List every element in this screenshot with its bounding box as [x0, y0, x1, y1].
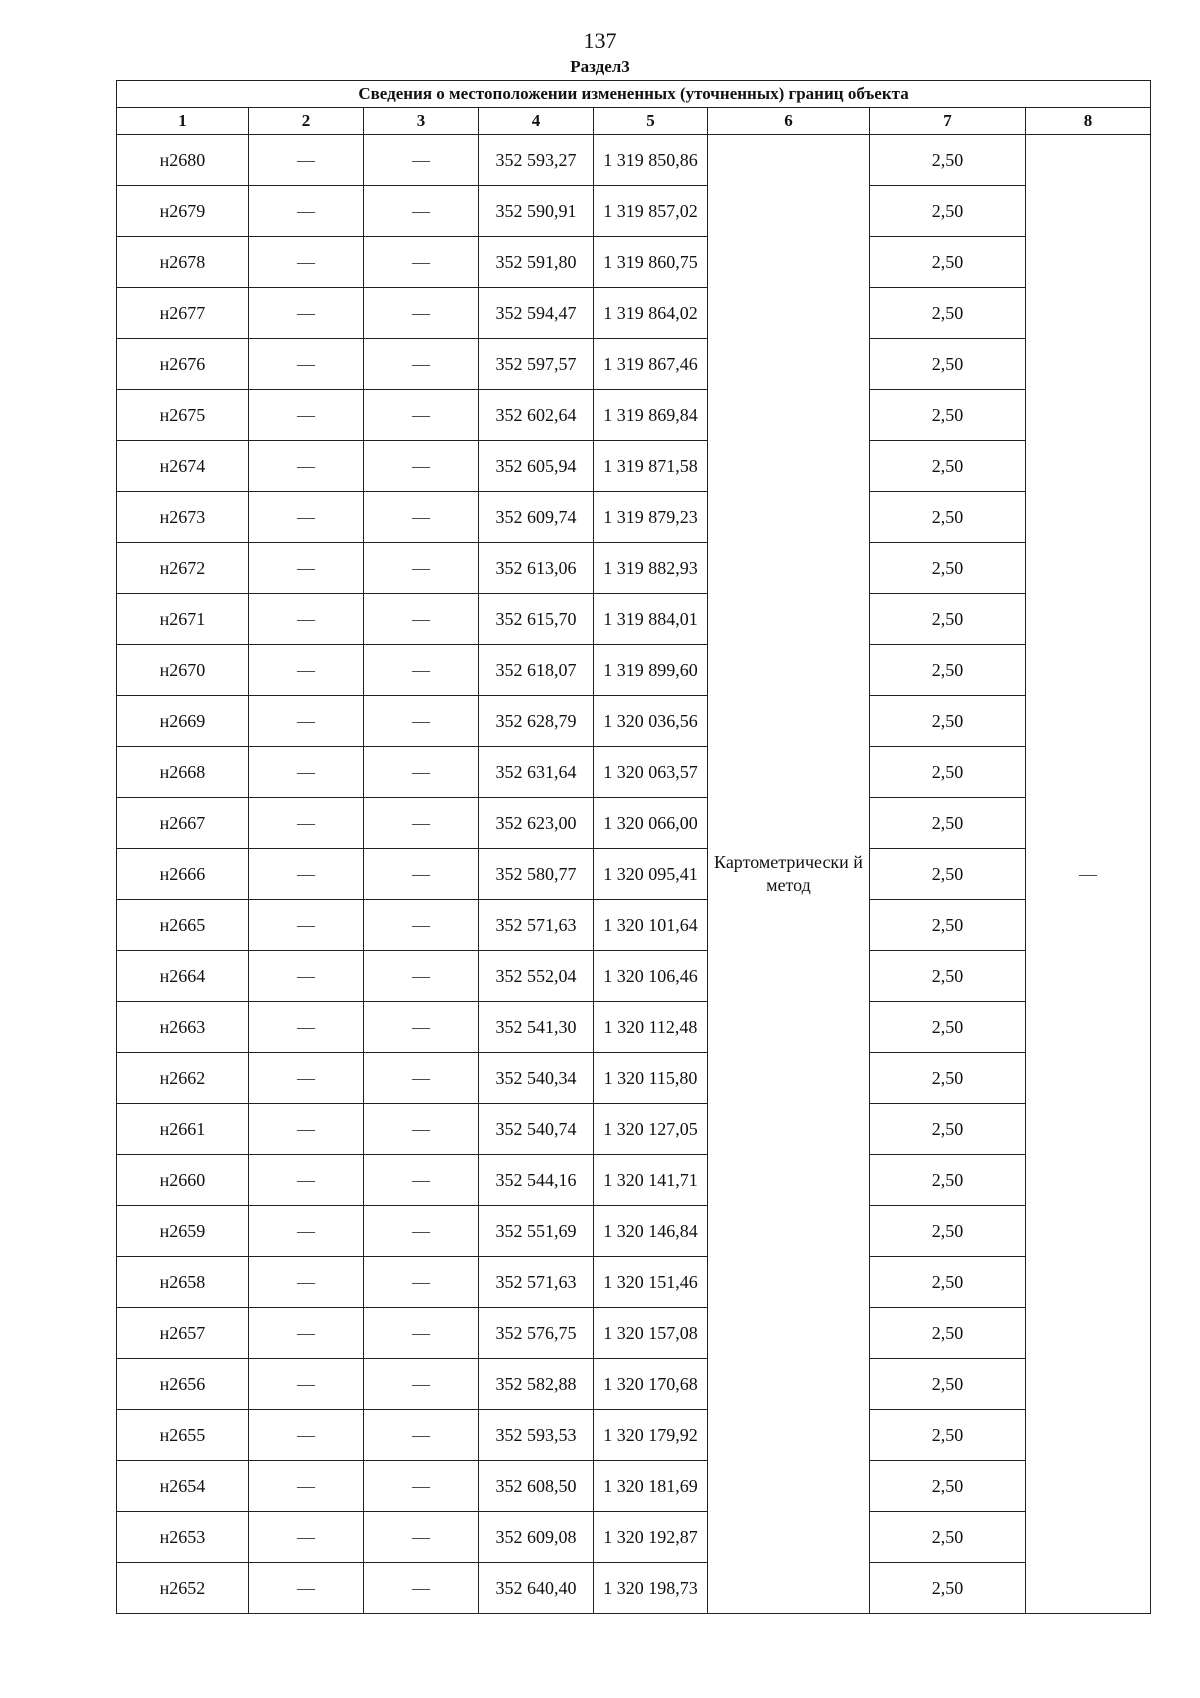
accuracy-cell: 2,50 — [870, 186, 1026, 237]
dash-cell: — — [249, 237, 364, 288]
table-row — [117, 594, 1151, 645]
dash-cell: — — [364, 645, 479, 696]
point-number-cell: н2672 — [117, 543, 249, 594]
dash-cell: — — [249, 1563, 364, 1614]
point-number-cell: н2675 — [117, 390, 249, 441]
dash-cell: — — [364, 951, 479, 1002]
dash-cell: — — [364, 237, 479, 288]
table-row — [117, 1155, 1151, 1206]
y-coordinate-cell: 1 320 192,87 — [594, 1512, 708, 1563]
x-coordinate-cell: 352 551,69 — [479, 1206, 594, 1257]
y-coordinate-cell: 1 320 101,64 — [594, 900, 708, 951]
x-coordinate-cell: 352 552,04 — [479, 951, 594, 1002]
accuracy-cell: 2,50 — [870, 951, 1026, 1002]
dash-cell: — — [249, 390, 364, 441]
y-coordinate-cell: 1 319 884,01 — [594, 594, 708, 645]
point-number-cell: н2660 — [117, 1155, 249, 1206]
dash-cell: — — [249, 900, 364, 951]
point-number-cell: н2667 — [117, 798, 249, 849]
dash-cell: — — [249, 849, 364, 900]
dash-cell: — — [364, 1512, 479, 1563]
accuracy-cell: 2,50 — [870, 1257, 1026, 1308]
dash-cell: — — [249, 543, 364, 594]
column-number: 7 — [870, 108, 1026, 135]
dash-cell: — — [364, 441, 479, 492]
dash-cell: — — [249, 1104, 364, 1155]
point-number-cell: н2657 — [117, 1308, 249, 1359]
accuracy-cell: 2,50 — [870, 645, 1026, 696]
y-coordinate-cell: 1 320 179,92 — [594, 1410, 708, 1461]
dash-cell: — — [249, 1257, 364, 1308]
x-coordinate-cell: 352 618,07 — [479, 645, 594, 696]
dash-cell: — — [249, 594, 364, 645]
dash-cell: — — [364, 492, 479, 543]
dash-cell: — — [364, 543, 479, 594]
table-row — [117, 1359, 1151, 1410]
point-number-cell: н2680 — [117, 135, 249, 186]
x-coordinate-cell: 352 593,53 — [479, 1410, 594, 1461]
point-number-cell: н2674 — [117, 441, 249, 492]
y-coordinate-cell: 1 320 127,05 — [594, 1104, 708, 1155]
dash-cell: — — [249, 951, 364, 1002]
table-row — [117, 492, 1151, 543]
accuracy-cell: 2,50 — [870, 390, 1026, 441]
y-coordinate-cell: 1 320 151,46 — [594, 1257, 708, 1308]
dash-cell: — — [364, 390, 479, 441]
point-number-cell: н2669 — [117, 696, 249, 747]
dash-cell: — — [364, 186, 479, 237]
point-number-cell: н2664 — [117, 951, 249, 1002]
dash-cell: — — [249, 1410, 364, 1461]
table-row — [117, 1461, 1151, 1512]
accuracy-cell: 2,50 — [870, 492, 1026, 543]
point-number-cell: н2666 — [117, 849, 249, 900]
point-number-cell: н2659 — [117, 1206, 249, 1257]
x-coordinate-cell: 352 571,63 — [479, 900, 594, 951]
x-coordinate-cell: 352 591,80 — [479, 237, 594, 288]
table-row — [117, 237, 1151, 288]
dash-cell: — — [364, 1359, 479, 1410]
accuracy-cell: 2,50 — [870, 594, 1026, 645]
y-coordinate-cell: 1 319 867,46 — [594, 339, 708, 390]
column-number: 5 — [594, 108, 708, 135]
x-coordinate-cell: 352 609,08 — [479, 1512, 594, 1563]
accuracy-cell: 2,50 — [870, 1053, 1026, 1104]
dash-cell: — — [364, 1410, 479, 1461]
x-coordinate-cell: 352 605,94 — [479, 441, 594, 492]
table-caption: Сведения о местоположении измененных (уточненных) границ объекта — [117, 81, 1151, 108]
dash-cell: — — [364, 1002, 479, 1053]
x-coordinate-cell: 352 628,79 — [479, 696, 594, 747]
y-coordinate-cell: 1 320 095,41 — [594, 849, 708, 900]
dash-cell: — — [249, 135, 364, 186]
y-coordinate-cell: 1 320 063,57 — [594, 747, 708, 798]
column8-cell: — — [1026, 135, 1151, 1614]
column-number: 8 — [1026, 108, 1151, 135]
section-title: Раздел3 — [570, 57, 630, 76]
y-coordinate-cell: 1 320 181,69 — [594, 1461, 708, 1512]
column-number: 3 — [364, 108, 479, 135]
y-coordinate-cell: 1 319 864,02 — [594, 288, 708, 339]
accuracy-cell: 2,50 — [870, 1206, 1026, 1257]
point-number-cell: н2668 — [117, 747, 249, 798]
dash-cell: — — [364, 1155, 479, 1206]
y-coordinate-cell: 1 320 066,00 — [594, 798, 708, 849]
point-number-cell: н2665 — [117, 900, 249, 951]
x-coordinate-cell: 352 609,74 — [479, 492, 594, 543]
y-coordinate-cell: 1 320 106,46 — [594, 951, 708, 1002]
y-coordinate-cell: 1 320 146,84 — [594, 1206, 708, 1257]
dash-cell: — — [249, 1053, 364, 1104]
point-number-cell: н2670 — [117, 645, 249, 696]
x-coordinate-cell: 352 631,64 — [479, 747, 594, 798]
accuracy-cell: 2,50 — [870, 1104, 1026, 1155]
x-coordinate-cell: 352 580,77 — [479, 849, 594, 900]
y-coordinate-cell: 1 319 879,23 — [594, 492, 708, 543]
dash-cell: — — [249, 441, 364, 492]
x-coordinate-cell: 352 613,06 — [479, 543, 594, 594]
accuracy-cell: 2,50 — [870, 237, 1026, 288]
column-number: 6 — [708, 108, 870, 135]
dash-cell: — — [249, 1512, 364, 1563]
x-coordinate-cell: 352 540,34 — [479, 1053, 594, 1104]
table-row — [117, 1002, 1151, 1053]
table-body — [117, 135, 1151, 1614]
dash-cell: — — [249, 492, 364, 543]
point-number-cell: н2656 — [117, 1359, 249, 1410]
table-row — [117, 1053, 1151, 1104]
x-coordinate-cell: 352 593,27 — [479, 135, 594, 186]
dash-cell: — — [249, 1461, 364, 1512]
x-coordinate-cell: 352 571,63 — [479, 1257, 594, 1308]
x-coordinate-cell: 352 582,88 — [479, 1359, 594, 1410]
table-row — [117, 1308, 1151, 1359]
y-coordinate-cell: 1 319 899,60 — [594, 645, 708, 696]
point-number-cell: н2661 — [117, 1104, 249, 1155]
x-coordinate-cell: 352 597,57 — [479, 339, 594, 390]
accuracy-cell: 2,50 — [870, 1155, 1026, 1206]
dash-cell: — — [364, 1563, 479, 1614]
accuracy-cell: 2,50 — [870, 747, 1026, 798]
column-number: 1 — [117, 108, 249, 135]
dash-cell: — — [364, 1461, 479, 1512]
dash-cell: — — [249, 696, 364, 747]
dash-cell: — — [364, 798, 479, 849]
point-number-cell: н2678 — [117, 237, 249, 288]
table-row — [117, 951, 1151, 1002]
accuracy-cell: 2,50 — [870, 1563, 1026, 1614]
y-coordinate-cell: 1 320 170,68 — [594, 1359, 708, 1410]
point-number-cell: н2655 — [117, 1410, 249, 1461]
table-row — [117, 798, 1151, 849]
x-coordinate-cell: 352 615,70 — [479, 594, 594, 645]
y-coordinate-cell: 1 320 112,48 — [594, 1002, 708, 1053]
accuracy-cell: 2,50 — [870, 135, 1026, 186]
table-row — [117, 645, 1151, 696]
page-number: 137 — [583, 28, 617, 53]
coordinates-table — [116, 80, 1151, 1614]
accuracy-cell: 2,50 — [870, 1461, 1026, 1512]
y-coordinate-cell: 1 319 882,93 — [594, 543, 708, 594]
table-row — [117, 390, 1151, 441]
y-coordinate-cell: 1 320 036,56 — [594, 696, 708, 747]
table-row — [117, 849, 1151, 900]
point-number-cell: н2679 — [117, 186, 249, 237]
dash-cell: — — [364, 1308, 479, 1359]
table-row — [117, 1104, 1151, 1155]
column-number-row — [117, 108, 1151, 135]
x-coordinate-cell: 352 602,64 — [479, 390, 594, 441]
dash-cell: — — [249, 1206, 364, 1257]
dash-cell: — — [364, 1053, 479, 1104]
x-coordinate-cell: 352 544,16 — [479, 1155, 594, 1206]
y-coordinate-cell: 1 319 850,86 — [594, 135, 708, 186]
point-number-cell: н2671 — [117, 594, 249, 645]
dash-cell: — — [364, 288, 479, 339]
dash-cell: — — [364, 747, 479, 798]
dash-cell: — — [249, 288, 364, 339]
point-number-cell: н2653 — [117, 1512, 249, 1563]
dash-cell: — — [249, 1002, 364, 1053]
point-number-cell: н2676 — [117, 339, 249, 390]
accuracy-cell: 2,50 — [870, 696, 1026, 747]
dash-cell: — — [364, 594, 479, 645]
column-number: 4 — [479, 108, 594, 135]
point-number-cell: н2673 — [117, 492, 249, 543]
table-row — [117, 1257, 1151, 1308]
accuracy-cell: 2,50 — [870, 798, 1026, 849]
dash-cell: — — [249, 645, 364, 696]
y-coordinate-cell: 1 319 860,75 — [594, 237, 708, 288]
x-coordinate-cell: 352 608,50 — [479, 1461, 594, 1512]
accuracy-cell: 2,50 — [870, 1308, 1026, 1359]
dash-cell: — — [364, 339, 479, 390]
x-coordinate-cell: 352 594,47 — [479, 288, 594, 339]
dash-cell: — — [364, 135, 479, 186]
accuracy-cell: 2,50 — [870, 441, 1026, 492]
table-row — [117, 543, 1151, 594]
table-row — [117, 186, 1151, 237]
y-coordinate-cell: 1 319 871,58 — [594, 441, 708, 492]
point-number-cell: н2677 — [117, 288, 249, 339]
dash-cell: — — [364, 1104, 479, 1155]
y-coordinate-cell: 1 320 157,08 — [594, 1308, 708, 1359]
dash-cell: — — [364, 849, 479, 900]
dash-cell: — — [249, 186, 364, 237]
y-coordinate-cell: 1 319 869,84 — [594, 390, 708, 441]
x-coordinate-cell: 352 623,00 — [479, 798, 594, 849]
dash-cell: — — [249, 747, 364, 798]
accuracy-cell: 2,50 — [870, 288, 1026, 339]
table-row — [117, 1410, 1151, 1461]
x-coordinate-cell: 352 541,30 — [479, 1002, 594, 1053]
y-coordinate-cell: 1 319 857,02 — [594, 186, 708, 237]
point-number-cell: н2652 — [117, 1563, 249, 1614]
table-row — [117, 135, 1151, 186]
column-number: 2 — [249, 108, 364, 135]
dash-cell: — — [249, 798, 364, 849]
x-coordinate-cell: 352 540,74 — [479, 1104, 594, 1155]
accuracy-cell: 2,50 — [870, 1512, 1026, 1563]
table-row — [117, 747, 1151, 798]
table-row — [117, 900, 1151, 951]
point-number-cell: н2658 — [117, 1257, 249, 1308]
x-coordinate-cell: 352 640,40 — [479, 1563, 594, 1614]
table-row — [117, 1563, 1151, 1614]
dash-cell: — — [364, 1206, 479, 1257]
table-row — [117, 696, 1151, 747]
x-coordinate-cell: 352 576,75 — [479, 1308, 594, 1359]
dash-cell: — — [364, 1257, 479, 1308]
x-coordinate-cell: 352 590,91 — [479, 186, 594, 237]
y-coordinate-cell: 1 320 115,80 — [594, 1053, 708, 1104]
accuracy-cell: 2,50 — [870, 1410, 1026, 1461]
dash-cell: — — [249, 339, 364, 390]
table-row — [117, 339, 1151, 390]
dash-cell: — — [364, 696, 479, 747]
table-row — [117, 1206, 1151, 1257]
accuracy-cell: 2,50 — [870, 849, 1026, 900]
accuracy-cell: 2,50 — [870, 900, 1026, 951]
accuracy-cell: 2,50 — [870, 543, 1026, 594]
accuracy-cell: 2,50 — [870, 1002, 1026, 1053]
method-cell: Картометрически й метод — [708, 135, 870, 1614]
point-number-cell: н2662 — [117, 1053, 249, 1104]
dash-cell: — — [249, 1308, 364, 1359]
table-row — [117, 288, 1151, 339]
dash-cell: — — [249, 1155, 364, 1206]
table-row — [117, 1512, 1151, 1563]
point-number-cell: н2654 — [117, 1461, 249, 1512]
dash-cell: — — [364, 900, 479, 951]
y-coordinate-cell: 1 320 198,73 — [594, 1563, 708, 1614]
dash-cell: — — [249, 1359, 364, 1410]
accuracy-cell: 2,50 — [870, 339, 1026, 390]
y-coordinate-cell: 1 320 141,71 — [594, 1155, 708, 1206]
point-number-cell: н2663 — [117, 1002, 249, 1053]
accuracy-cell: 2,50 — [870, 1359, 1026, 1410]
table-row — [117, 441, 1151, 492]
